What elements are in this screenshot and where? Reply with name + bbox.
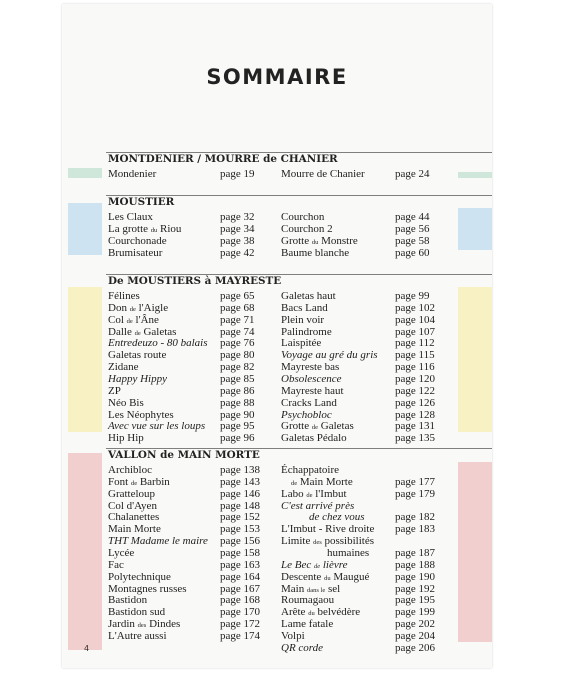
- entry-connector-word: dans le: [306, 586, 326, 594]
- toc-entry-title: [281, 302, 328, 314]
- toc-entry-page: page 164: [220, 570, 261, 583]
- toc-entry-title: [108, 606, 165, 618]
- entry-connector-word: de: [126, 317, 133, 325]
- toc-entry-page: page 24: [395, 168, 430, 180]
- entry-text: Jardin: [108, 618, 138, 631]
- entry-connector-word: du: [324, 574, 331, 582]
- page-title: SOMMAIRE: [206, 65, 348, 89]
- entry-text: Voyage au gré du gris: [281, 349, 378, 362]
- entry-text: Col d'Ayen: [108, 499, 157, 512]
- toc-entry-page: page 80: [220, 349, 255, 362]
- entry-text: Arête: [281, 606, 309, 619]
- entry-text: Lame fatale: [281, 618, 334, 631]
- toc-entry-page: page 76: [220, 337, 255, 350]
- entry-text: C'est arrivé près: [281, 499, 355, 512]
- toc-entry-page: page 179: [395, 487, 436, 500]
- toc-entry-title: [108, 594, 147, 606]
- entry-connector-word: de: [130, 479, 138, 487]
- section-heading: MONTDENIER / MOURRE de CHANIER: [108, 153, 338, 165]
- entry-text: Zidane: [108, 361, 139, 374]
- entry-text: Main Morte: [297, 475, 353, 488]
- toc-entry-title: [108, 409, 174, 421]
- entry-text: Les Claux: [108, 211, 153, 223]
- toc-entry-page: page 202: [395, 618, 436, 631]
- entry-text: Labo: [281, 487, 307, 500]
- toc-entry-title: [108, 385, 121, 397]
- entry-text: Happy Hippy: [108, 372, 167, 385]
- toc-entry-title: [108, 361, 139, 373]
- entry-text: de chez vous: [309, 511, 365, 524]
- entry-text: possibilités: [321, 535, 375, 548]
- toc-entry-page: page 195: [395, 594, 436, 607]
- entry-text: Polytechnique: [108, 570, 171, 583]
- entry-text: Hip Hip: [108, 432, 144, 445]
- toc-entry-page: page 107: [395, 325, 436, 338]
- toc-entry-title: [108, 500, 157, 512]
- entry-text: Cracks Land: [281, 396, 337, 409]
- entry-text: sel: [325, 582, 341, 595]
- entry-text: Limite: [281, 535, 314, 548]
- entry-text: Don: [108, 301, 130, 314]
- entry-text: Brumisateur: [108, 246, 163, 259]
- toc-entry-page: page 128: [395, 408, 436, 421]
- entry-text: Main: [281, 582, 307, 595]
- entry-connector-word: de: [306, 491, 313, 499]
- entry-text: THT Madame le maire: [108, 535, 208, 548]
- entry-text: l'Aigle: [135, 301, 169, 314]
- entry-text: Galetas: [318, 420, 354, 433]
- toc-entry-title: [108, 337, 208, 349]
- toc-entry-title: [281, 500, 354, 512]
- toc-entry-page: page 99: [395, 290, 430, 302]
- entry-text: Maugué: [330, 570, 370, 583]
- toc-entry-page: page 60: [395, 246, 430, 259]
- entry-text: Monstre: [318, 234, 358, 247]
- toc-entry-page: page 116: [395, 361, 435, 374]
- entry-text: Galetas haut: [281, 290, 336, 302]
- toc-entry-page: page 187: [395, 546, 436, 559]
- toc-entry-title: [108, 535, 208, 547]
- entry-text: Mondenier: [108, 168, 157, 180]
- toc-section: [106, 152, 492, 182]
- entry-text: lièvre: [320, 558, 348, 571]
- toc-entry-page: page 163: [220, 558, 261, 571]
- entry-text: Entredeuzo - 80 balais: [108, 337, 208, 350]
- toc-entry-page: page 65: [220, 290, 255, 302]
- entry-text: Chalanettes: [108, 511, 160, 524]
- toc-entry-title: [108, 583, 187, 595]
- entry-text: QR corde: [281, 641, 324, 654]
- toc-entry-title: [281, 630, 305, 642]
- toc-entry-title: [281, 432, 347, 444]
- entry-text: Mayreste haut: [281, 384, 344, 397]
- toc-entry-title: [281, 290, 336, 302]
- toc-entry-title: [108, 373, 167, 385]
- entry-text: Baume blanche: [281, 246, 350, 259]
- entry-text: Courchonade: [108, 234, 167, 247]
- toc-entry-title: [281, 326, 332, 338]
- entry-text: Fac: [108, 558, 124, 571]
- entry-text: Descente: [281, 570, 325, 583]
- toc-entry-title: [108, 168, 156, 180]
- toc-entry-title: [327, 547, 369, 559]
- toc-entry-title: [281, 361, 339, 373]
- entry-text: Bastidon: [108, 594, 148, 607]
- entry-text: Font: [108, 475, 131, 488]
- toc-entry-title: [108, 420, 205, 432]
- toc-entry-page: page 85: [220, 372, 255, 385]
- entry-connector-word: du: [308, 610, 315, 618]
- toc-entry-page: page 143: [220, 475, 261, 488]
- entry-text: Roumagaou: [281, 594, 335, 607]
- toc-entry-page: page 206: [395, 641, 436, 654]
- toc-entry-page: page 32: [220, 211, 255, 223]
- entry-connector-word: de: [129, 305, 136, 313]
- entry-text: Mourre de Chanier: [281, 168, 365, 180]
- toc-entry-page: page 156: [220, 535, 261, 548]
- toc-entry-page: page 19: [220, 168, 255, 180]
- entry-text: belvédère: [314, 606, 361, 619]
- toc-entry-page: page 182: [395, 511, 436, 524]
- left-colour-band: [68, 168, 102, 178]
- toc-entry-page: page 34: [220, 222, 255, 235]
- toc-section: [106, 448, 492, 656]
- toc-entry-title: [108, 464, 152, 476]
- toc-entry-page: page 104: [395, 313, 436, 326]
- section-heading: De MOUSTIERS à MAYRESTE: [108, 275, 282, 287]
- entry-text: Grotte: [281, 420, 312, 433]
- toc-entry-page: page 58: [395, 234, 430, 247]
- page-number: 4: [84, 644, 90, 653]
- entry-connector-word: du: [311, 238, 319, 246]
- toc-entry-page: page 82: [220, 361, 255, 374]
- entry-connector-word: de: [313, 562, 321, 570]
- entry-text: Les Néophytes: [108, 408, 174, 421]
- toc-entry-page: page 170: [220, 606, 261, 619]
- toc-entry-title: [108, 571, 171, 583]
- toc-entry-page: page 88: [220, 396, 255, 409]
- entry-text: Galetas route: [108, 349, 167, 362]
- toc-entry-page: page 204: [395, 629, 436, 642]
- entry-connector-word: des: [137, 622, 147, 630]
- left-colour-band: [68, 203, 102, 255]
- toc-entry-title: [108, 511, 159, 523]
- entry-text: Palindrome: [281, 325, 332, 338]
- toc-entry-page: page 120: [395, 372, 436, 385]
- entry-text: Laispitée: [281, 337, 322, 350]
- toc-entry-page: page 183: [395, 523, 436, 536]
- entry-text: Courchon 2: [281, 222, 333, 235]
- entry-text: l'Âne: [132, 313, 159, 326]
- toc-entry-page: page 131: [395, 420, 436, 433]
- toc-entry-title: [281, 314, 324, 326]
- toc-entry-page: page 172: [220, 618, 261, 631]
- toc-entry-title: [281, 385, 344, 397]
- toc-entry-page: page 177: [395, 475, 436, 488]
- entry-text: Bastidon sud: [108, 606, 166, 619]
- toc-entry-page: page 126: [395, 396, 436, 409]
- toc-entry-title: [281, 337, 321, 349]
- left-colour-band: [68, 453, 102, 650]
- toc-entry-title: [281, 211, 324, 223]
- toc-entry-title: [281, 397, 337, 409]
- entry-text: Dalle: [108, 325, 135, 338]
- entry-text: Archibloc: [108, 464, 152, 476]
- entry-text: Galetas: [140, 325, 177, 338]
- toc-entry-title: [281, 618, 333, 630]
- entry-text: Échappatoire: [281, 464, 340, 476]
- entry-text: Riou: [157, 222, 182, 235]
- entry-text: La grotte: [108, 222, 151, 235]
- toc-entry-title: [281, 373, 341, 385]
- entry-text: Néo Bis: [108, 396, 144, 409]
- toc-entry-page: page 152: [220, 511, 261, 524]
- entry-text: L'Autre aussi: [108, 629, 167, 642]
- toc-entry-title: [281, 594, 334, 606]
- entry-text: Volpi: [281, 629, 305, 642]
- entry-text: Lycée: [108, 546, 135, 559]
- toc-entry-page: page 71: [220, 313, 255, 326]
- entry-text: Dindes: [146, 618, 181, 631]
- toc-entry-title: [281, 223, 333, 235]
- toc-section: [106, 274, 492, 446]
- toc-entry-page: page 148: [220, 499, 261, 512]
- toc-entry-page: page 115: [395, 349, 435, 362]
- document-page: [62, 4, 492, 668]
- toc-entry-page: page 192: [395, 582, 436, 595]
- toc-entry-title: [281, 464, 339, 476]
- toc-entry-page: page 138: [220, 464, 261, 476]
- entry-connector-word: de: [134, 329, 141, 337]
- entry-text: Félines: [108, 290, 140, 302]
- toc-entry-page: page 90: [220, 408, 255, 421]
- toc-entry-page: page 168: [220, 594, 261, 607]
- toc-entry-title: [108, 559, 124, 571]
- entry-text: Barbin: [137, 475, 170, 488]
- toc-entry-page: page 68: [220, 301, 255, 314]
- entry-connector-word: de: [311, 424, 318, 432]
- left-colour-band: [68, 287, 102, 432]
- toc-entry-page: page 102: [395, 301, 436, 314]
- toc-entry-page: page 74: [220, 325, 255, 338]
- toc-entry-page: page 42: [220, 246, 255, 259]
- toc-entry-page: page 112: [395, 337, 435, 350]
- entry-connector-word: de: [291, 479, 298, 487]
- entry-text: Galetas Pédalo: [281, 432, 347, 445]
- toc-entry-title: [108, 523, 161, 535]
- toc-entry-page: page 199: [395, 606, 436, 619]
- toc-entry-title: [281, 642, 323, 654]
- entry-text: Bacs Land: [281, 301, 328, 314]
- entry-text: Main Morte: [108, 523, 161, 536]
- toc-entry-title: [108, 432, 144, 444]
- toc-entry-title: [281, 168, 365, 180]
- toc-entry-title: [108, 349, 166, 361]
- toc-entry-title: [309, 511, 365, 523]
- toc-entry-title: [108, 547, 134, 559]
- entry-text: Avec vue sur les loups: [108, 420, 206, 433]
- entry-text: Courchon: [281, 211, 325, 223]
- toc-entry-page: page 158: [220, 546, 261, 559]
- toc-entry-page: page 174: [220, 629, 261, 642]
- entry-text: l'Imbut: [312, 487, 347, 500]
- toc-entry-page: page 38: [220, 234, 255, 247]
- toc-entry-title: [281, 523, 374, 535]
- toc-entry-title: [108, 630, 167, 642]
- entry-text: Montagnes russes: [108, 582, 187, 595]
- toc-entry-title: [108, 397, 144, 409]
- toc-section: [106, 195, 492, 260]
- entry-text: ZP: [108, 384, 121, 397]
- toc-entry-title: [108, 488, 155, 500]
- toc-entry-page: page 122: [395, 384, 436, 397]
- toc-entry-page: page 135: [395, 432, 436, 445]
- toc-entry-page: page 86: [220, 384, 255, 397]
- section-heading: MOUSTIER: [108, 196, 175, 208]
- entry-text: Psychobloc: [281, 408, 332, 421]
- entry-text: Obsolescence: [281, 372, 342, 385]
- toc-entry-page: page 146: [220, 487, 261, 500]
- toc-entry-page: page 56: [395, 222, 430, 235]
- entry-text: Gratteloup: [108, 487, 156, 500]
- toc-entry-page: page 190: [395, 570, 436, 583]
- entry-text: L'Imbut - Rive droite: [281, 523, 375, 536]
- entry-text: Mayreste bas: [281, 361, 340, 374]
- toc-entry-title: [108, 247, 162, 259]
- toc-entry-title: [281, 247, 349, 259]
- entry-connector-word: des: [313, 539, 322, 547]
- entry-text: humaines: [327, 546, 370, 559]
- toc-entry-page: page 96: [220, 432, 255, 445]
- toc-entry-title: [108, 235, 167, 247]
- toc-entry-page: page 44: [395, 211, 430, 223]
- toc-entry-page: page 188: [395, 558, 436, 571]
- toc-entry-title: [281, 349, 378, 361]
- toc-entry-title: [108, 290, 140, 302]
- entry-text: Le Bec: [281, 558, 314, 571]
- section-heading: VALLON de MAIN MORTE: [108, 449, 260, 461]
- toc-entry-title: [108, 211, 153, 223]
- entry-text: Col: [108, 313, 127, 326]
- toc-entry-page: page 167: [220, 582, 261, 595]
- entry-text: Plein voir: [281, 313, 325, 326]
- toc-entry-page: page 153: [220, 523, 261, 536]
- toc-entry-page: page 95: [220, 420, 255, 433]
- entry-text: Grotte: [281, 234, 312, 247]
- entry-connector-word: du: [150, 226, 158, 234]
- toc-entry-title: [281, 409, 332, 421]
